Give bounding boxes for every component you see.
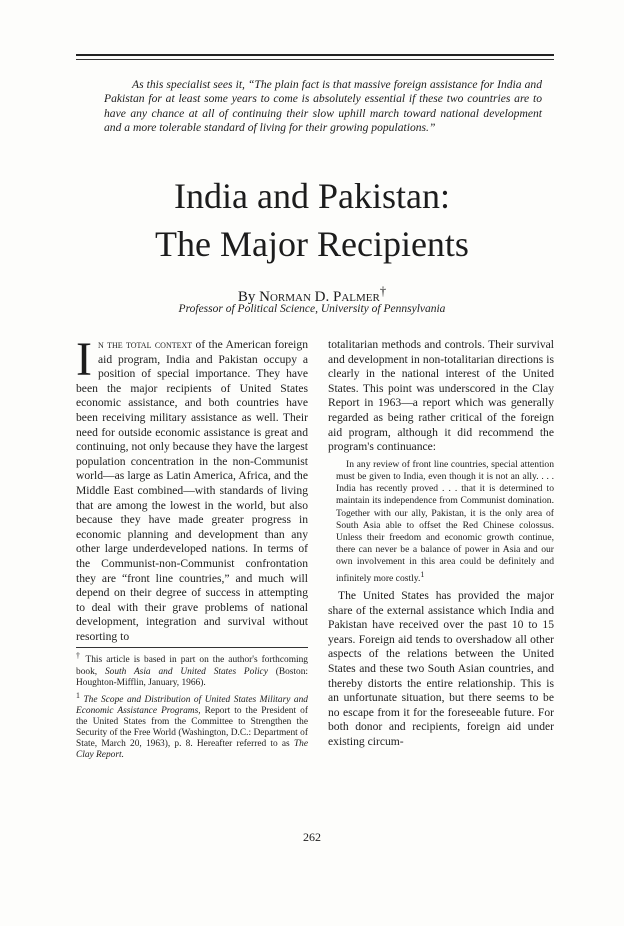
block-quote — [336, 459, 554, 585]
right-column — [328, 338, 554, 750]
drop-cap: I — [76, 333, 92, 386]
footnote-dagger-text-b: (Boston: Houghton-Mifflin, January, 1966). — [76, 666, 309, 688]
footnote-1-mark: 1 — [76, 690, 80, 700]
footnote-1-report-title: The Scope and Distribution of United States Military and Economic Assistance Programs, — [76, 694, 308, 716]
right-paragraph-1: totalitarian methods and controls. Their survival and development in non-totalitarian directions is clearly in the national interest of the United States. This point was underscored in the Clay Report in 1963—a report which was generally regarded as being rather critical of the foreign aid program, although it did recommend the program's continuance: — [328, 338, 554, 454]
footnote-1-short-title: The Clay Report. — [76, 738, 308, 760]
footnote-1-text: Report to the President of the United States from the Committee to Strengthen the Security of the Free World (Washington, D.C.: Department of State, March 20, 1963), p. 8. Hereafter referred to as — [76, 705, 308, 749]
footnote-dagger-mark: † — [76, 651, 82, 661]
left-column — [76, 333, 309, 762]
footnote-rule — [76, 647, 308, 648]
footnote-dagger-text-a: This article is based in part on the author's forthcoming book, — [76, 655, 308, 677]
footnote-1 — [76, 690, 308, 761]
author-name: Norman D. Palmer — [259, 289, 380, 305]
top-rule-thin — [76, 59, 554, 60]
page-number: 262 — [303, 830, 321, 844]
top-rule-thick — [76, 54, 554, 56]
author-affiliation: Professor of Political Science, University of Pennsylvania — [178, 303, 446, 315]
block-quote-footnote-mark: 1 — [420, 569, 425, 579]
article-title-line1: India and Pakistan: — [174, 176, 450, 216]
left-column-paragraph — [76, 333, 308, 644]
left-body-text: of the American foreign aid program, India and Pakistan occupy a position of special importance. They have been the major recipients of United States economic assistance, and both countries have been receiving military assistance as well. Their need for outside economic assistance is great and continuing, not only because they have the largest population concentration in the non-Communist world—as large as Latin America, Africa, and the Middle East combined—with standards of living that are among the lowest in the world, but also because they have made greater progress in economic planning and development than any other large underdeveloped nations. In terms of the Communist-non-Communist confrontation they are “front line countries,” and much will depend on their degree of success in attempting to deal with their grave problems of national development, integration and survival without resorting to — [76, 338, 308, 643]
footnote-dagger — [76, 650, 308, 688]
lead-in: n the total context — [97, 338, 193, 351]
byline-prefix: By — [237, 289, 260, 305]
footnote-dagger-book-title: South Asia and United States Policy — [104, 666, 268, 677]
epigraph: As this specialist sees it, “The plain fact is that massive foreign assistance for India and Pakistan for at least some years to come is absolutely essential if these two countries are to have any chance at all of continuing their slow uphill march toward national development and a more tolerable standard of living for their growing populations.” — [104, 78, 542, 135]
author-footnote-mark: † — [379, 284, 387, 298]
article-title-line2: The Major Recipients — [155, 224, 469, 264]
right-paragraph-2: The United States has provided the major share of the external assistance which India and Pakistan have received over the past 10 to 15 years. Foreign aid tends to overshadow all other aspects of the relations between the United States and these two South Asian countries, and thereby distorts the entire relationship. This is an unfortunate situation, but there seems to be no escape from it for the foreseeable future. For both donor and recipients, foreign aid under existing circum- — [328, 588, 554, 748]
block-quote-text: In any review of front line countries, special attention must be given to India, even though it is not an ally. . . . India has recently proved . . . that it is determined to maintain its independence from Communist domination. Together with our ally, Pakistan, it is the only area of South Asia able to offset the Red Chinese colossus. Unless their freedom and economic growth continue, there can never be a balance of power in Asia and our own involvement in this area could be definitely and infinitely more costly. — [336, 458, 554, 584]
